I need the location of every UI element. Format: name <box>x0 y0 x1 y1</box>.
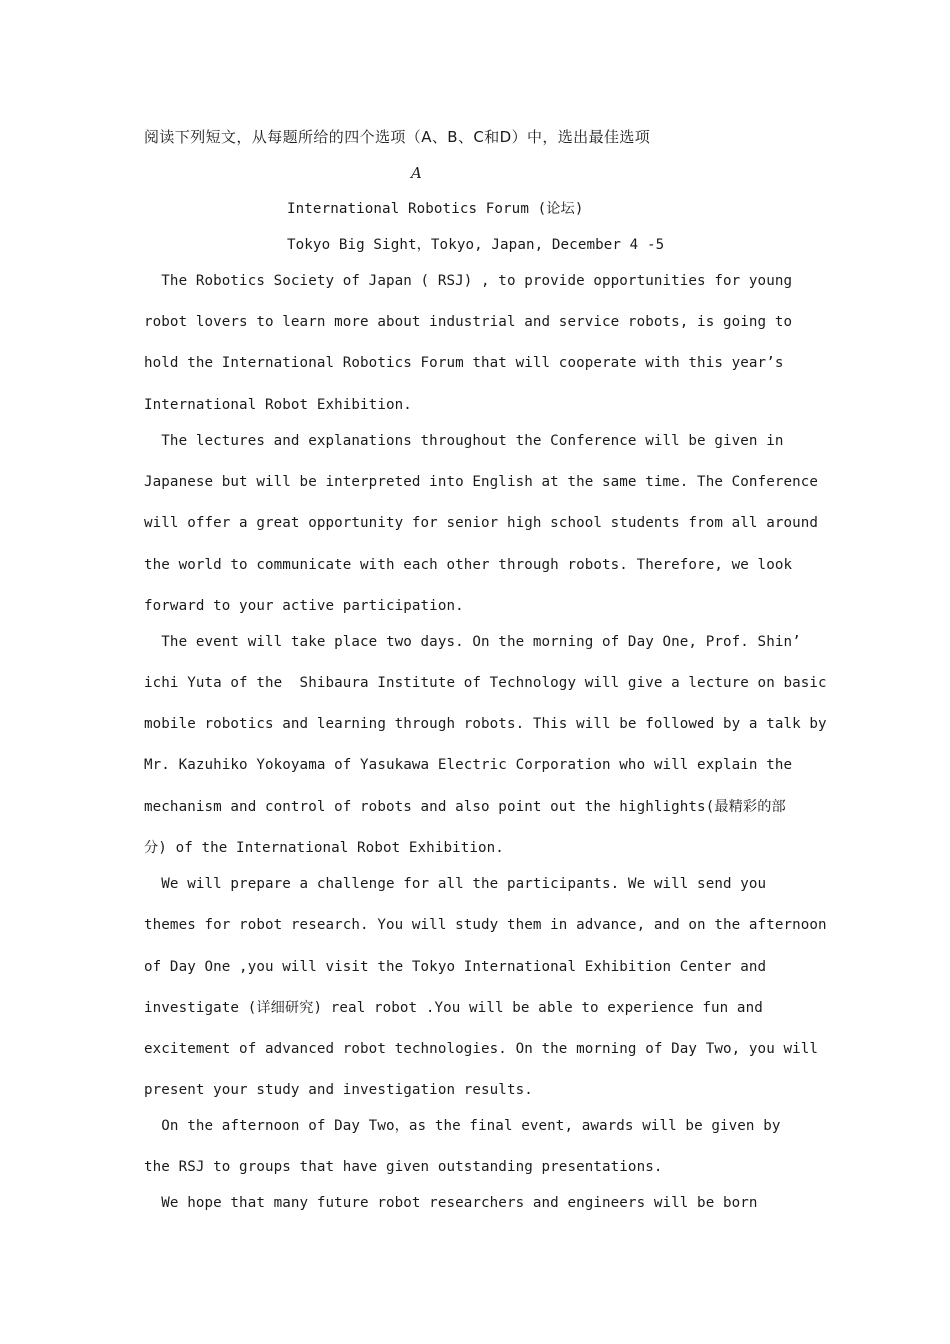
passage-line: the world to communicate with each other through robots. Therefore, we look <box>144 557 793 573</box>
passage-line: will offer a great opportunity for senior high school students from all around <box>144 515 819 531</box>
passage-line: Japanese but will be interpreted into English at the same time. The Conference <box>144 474 819 490</box>
passage-line: The event will take place two days. On the morning of Day One, Prof. Shin’ <box>144 634 801 650</box>
passage-line: We hope that many future robot researchers and engineers will be born <box>144 1195 758 1211</box>
passage-line: The Robotics Society of Japan ( RSJ) , to provide opportunities for young <box>144 273 793 289</box>
passage-line: mechanism and control of robots and also point out the highlights(最精彩的部 <box>144 799 786 815</box>
passage-subtitle: Tokyo Big Sight，Tokyo, Japan, December 4 -5 <box>287 237 665 253</box>
passage-line: present your study and investigation results. <box>144 1082 533 1098</box>
passage-line: International Robot Exhibition. <box>144 397 412 413</box>
passage-line: forward to your active participation. <box>144 598 464 614</box>
passage-line: robot lovers to learn more about industrial and service robots, is going to <box>144 314 793 330</box>
passage-title: International Robotics Forum (论坛) <box>287 201 584 217</box>
passage-line: investigate (详细研究) real robot .You will be able to experience fun and <box>144 1000 763 1016</box>
passage-line: ichi Yuta of the Shibaura Institute of Technology will give a lecture on basic <box>144 675 827 691</box>
passage-line: hold the International Robotics Forum that will cooperate with this year’s <box>144 355 784 371</box>
passage-line: On the afternoon of Day Two，as the final event, awards will be given by <box>144 1118 781 1134</box>
passage-line: the RSJ to groups that have given outstanding presentations. <box>144 1159 663 1175</box>
passage-line: We will prepare a challenge for all the participants. We will send you <box>144 876 767 892</box>
passage-line: excitement of advanced robot technologies. On the morning of Day Two, you will <box>144 1041 819 1057</box>
passage-line: Mr. Kazuhiko Yokoyama of Yasukawa Electric Corporation who will explain the <box>144 757 793 773</box>
passage-line: themes for robot research. You will study them in advance, and on the afternoon <box>144 917 827 933</box>
passage-line: The lectures and explanations throughout the Conference will be given in <box>144 433 784 449</box>
exam-instruction: 阅读下列短文，从每题所给的四个选项（A、B、C和D）中，选出最佳选项 <box>144 128 651 146</box>
section-letter: A <box>411 164 422 182</box>
passage-line: of Day One ,you will visit the Tokyo International Exhibition Center and <box>144 959 767 975</box>
passage-line: 分) of the International Robot Exhibition. <box>144 840 504 856</box>
passage-line: mobile robotics and learning through robots. This will be followed by a talk by <box>144 716 827 732</box>
